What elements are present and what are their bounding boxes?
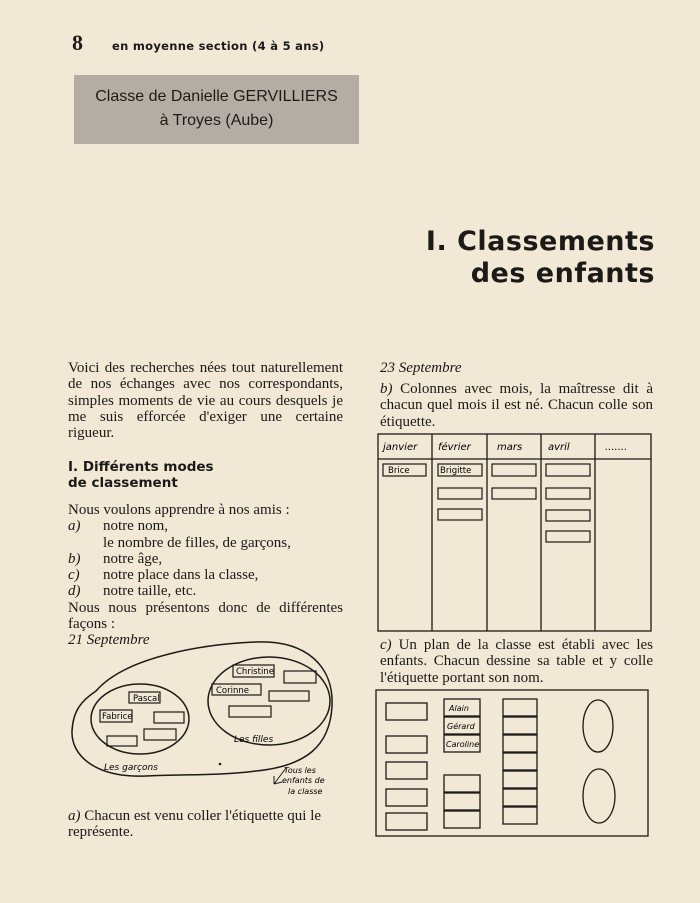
list-item-text: notre nom, [103, 518, 168, 535]
list-item-text: notre âge, [103, 550, 163, 567]
list-item [68, 518, 343, 534]
running-title: en moyenne section (4 à 5 ans) [112, 39, 325, 53]
empty-tag [154, 712, 184, 723]
empty-tag [492, 488, 536, 499]
date-23: 23 Septembre [380, 360, 462, 376]
caption-a-text: Chacun est venu coller l'étiquette qui le représente. [68, 808, 322, 841]
paragraph-c-label: c) [380, 637, 392, 653]
desk [386, 813, 427, 830]
all-children-label-2: enfants de [282, 776, 325, 785]
tag-corinne: Corinne [216, 686, 249, 696]
empty-tag [546, 531, 590, 542]
round-table [583, 769, 615, 823]
round-table [583, 700, 613, 752]
desk [503, 717, 537, 734]
empty-tag [546, 510, 590, 521]
tag-brigitte: Brigitte [440, 466, 472, 476]
page-title [426, 226, 655, 290]
all-children-label-1: Tous les [284, 766, 316, 775]
desk [386, 736, 427, 753]
list-item-label: c) [68, 567, 80, 584]
caption-a [68, 808, 343, 841]
school-box-line2: à Troyes (Aube) [159, 112, 274, 129]
date-label: 21 Septembre [68, 632, 150, 649]
list-item-label: d) [68, 583, 81, 600]
tag-brice: Brice [388, 466, 410, 476]
month-header: février [438, 442, 471, 453]
list-item-text: le nombre de filles, de garçons, [103, 534, 291, 551]
empty-tag [492, 464, 536, 476]
list-block [68, 502, 343, 649]
plan-name: Gérard [447, 722, 475, 731]
tag-christine: Christine [236, 667, 274, 677]
list-item [68, 535, 343, 551]
all-children-label-3: la classe [288, 787, 323, 796]
plan-frame [376, 690, 648, 836]
paragraph-b [380, 381, 653, 430]
list-intro: Nous voulons apprendre à nos amis : [68, 502, 290, 518]
page-number: 8 [72, 30, 83, 55]
empty-tag [229, 706, 271, 717]
plan-name: Alain [449, 704, 469, 713]
outer-set-outline [72, 642, 332, 776]
page-title-line1: I. Classements [425, 226, 655, 257]
paragraph-b-text: Colonnes avec mois, la maîtresse dit à chacun quel mois il est né. Chacun colle son étiquette. [380, 381, 653, 430]
empty-tag [144, 729, 176, 740]
month-header: avril [548, 442, 570, 453]
list-item-text: notre place dans la classe, [103, 567, 259, 584]
school-box-line1: Classe de Danielle GERVILLIERS [95, 88, 338, 105]
month-header: janvier [383, 442, 418, 453]
desk [386, 703, 427, 720]
empty-tag [546, 488, 590, 499]
month-header: ....... [605, 442, 628, 453]
list-item-label: b) [68, 550, 81, 567]
month-header: mars [497, 442, 523, 453]
list-item-label: a) [68, 518, 81, 535]
desk [386, 762, 427, 779]
desk [503, 735, 537, 752]
section-heading-line1: I. Différents modes [68, 459, 214, 475]
paragraph-b-label: b) [380, 381, 393, 397]
desk [503, 807, 537, 824]
paragraph-c-text: Un plan de la classe est établi avec les enfants. Chacun dessine sa table et y colle l'étiquette portant son nom. [380, 637, 653, 686]
tag-pascal: Pascal [133, 694, 160, 704]
venn-diagram [66, 636, 338, 804]
list-item [68, 583, 343, 599]
desk [503, 753, 537, 770]
empty-tag [438, 488, 482, 499]
months-table [377, 433, 653, 633]
list-item [68, 551, 343, 567]
desk [386, 789, 427, 806]
paragraph-c [380, 637, 653, 686]
empty-tag [107, 736, 137, 746]
boys-label: Les garçons [104, 763, 158, 773]
tag-fabrice: Fabrice [102, 712, 133, 722]
desk [444, 775, 480, 792]
girls-label: Les filles [234, 735, 274, 745]
empty-tag [269, 691, 309, 701]
desk [503, 789, 537, 806]
desk [503, 699, 537, 716]
class-plan [375, 689, 651, 839]
list-item-text: notre taille, etc. [103, 583, 197, 600]
page-title-line2: des enfants [470, 258, 655, 289]
desk [444, 793, 480, 810]
caption-a-label: a) [68, 808, 81, 824]
section-heading [68, 459, 343, 491]
school-box [74, 75, 359, 144]
empty-tag [438, 509, 482, 520]
section-heading-line2: de classement [68, 475, 178, 491]
intro-paragraph: Voici des recherches nées tout naturellement de nos échanges avec nos correspondants, simples moments de vie au cours desquels je me suis efforcée d'exiger une certaine rigueur. [68, 360, 343, 442]
after-list-text: Nous nous présentons donc de différentes façons : [68, 599, 343, 633]
empty-tag [284, 671, 316, 683]
dot [219, 763, 222, 766]
empty-tag [546, 464, 590, 476]
desk [503, 771, 537, 788]
list-item [68, 567, 343, 583]
plan-name: Caroline [446, 740, 480, 749]
desk [444, 811, 480, 828]
